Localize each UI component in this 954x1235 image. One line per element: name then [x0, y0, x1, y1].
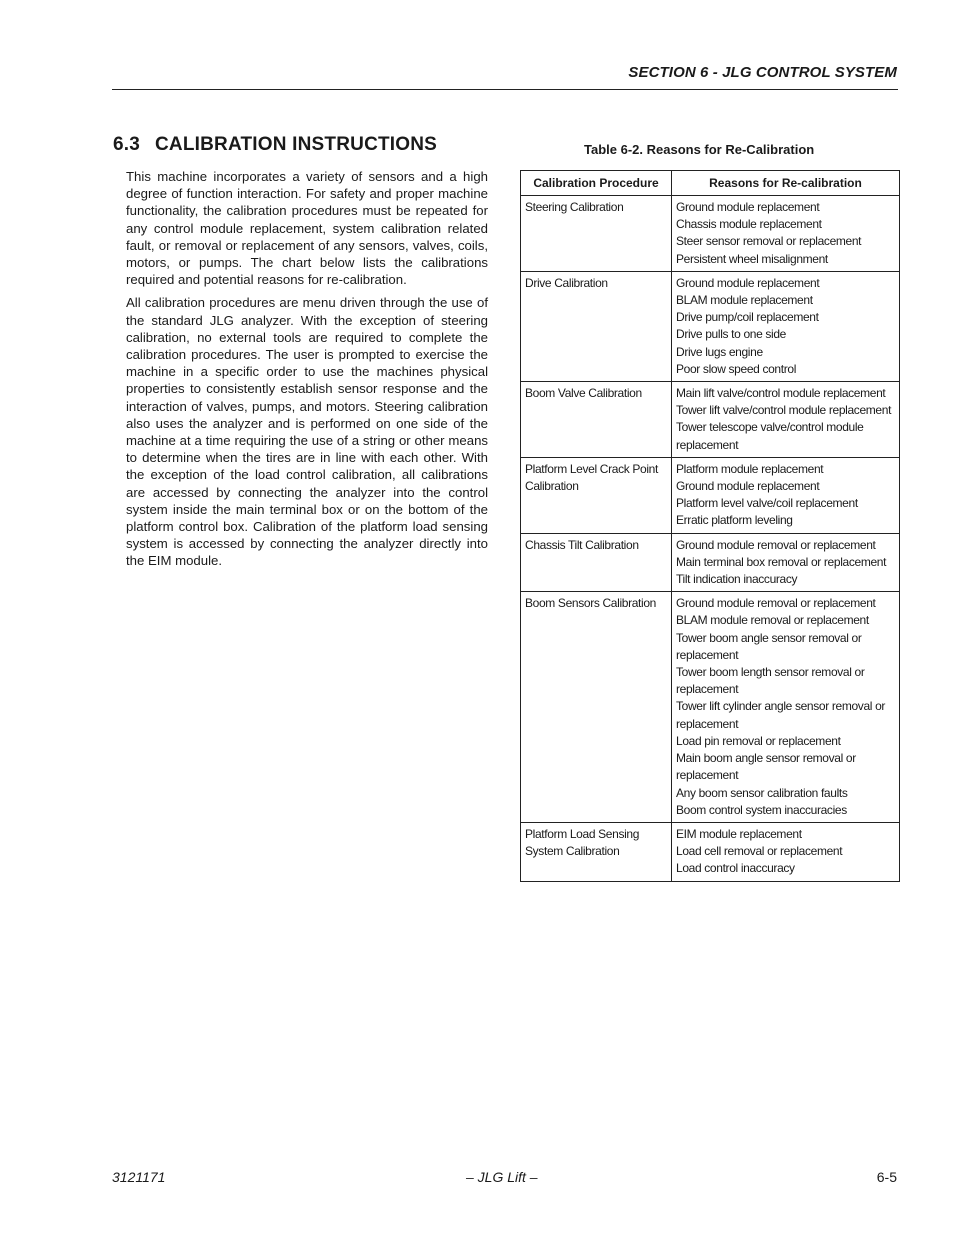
- reason-item: Platform level valve/coil replacement: [676, 496, 858, 511]
- reasons-cell: [672, 457, 900, 533]
- table-row: [521, 271, 900, 381]
- paragraph: This machine incorporates a variety of sensors and a high degree of function interaction. For safety and proper machine functionality, the calibration procedures must be repeated for any control module replacement, system calibration related fault, or removal or replacement of any sensors, valves, coils, motors, or pumps. The chart below lists the calibrations required and potential reasons for re-calibration.: [126, 169, 488, 288]
- reason-item: Persistent wheel misalignment: [676, 251, 828, 266]
- reason-item: Load cell removal or replacement: [676, 844, 843, 859]
- table-row: [521, 457, 900, 533]
- reason-item: Main lift valve/control module replacement: [676, 386, 886, 401]
- calibration-procedure-cell: Drive Calibration: [521, 271, 672, 381]
- reason-item: Boom control system inaccuracies: [676, 802, 847, 817]
- section-number: 6.3: [113, 134, 141, 155]
- reason-item: Tower telescope valve/control module replacement: [676, 420, 864, 452]
- reason-item: Chassis module replacement: [676, 217, 822, 232]
- reason-item: Any boom sensor calibration faults: [676, 785, 848, 800]
- table-caption: Table 6-2. Reasons for Re-Calibration: [584, 142, 815, 157]
- footer-page-number: 6-5: [876, 1169, 897, 1185]
- section-heading: [113, 134, 437, 156]
- reason-item: Drive pump/coil replacement: [676, 310, 819, 325]
- table-row: [521, 822, 900, 881]
- calibration-procedure-cell: Platform Level Crack Point Calibration: [521, 457, 672, 533]
- reasons-cell: [672, 271, 900, 381]
- calibration-procedure-cell: Boom Sensors Calibration: [521, 592, 672, 823]
- reason-item: Poor slow speed control: [676, 361, 797, 376]
- calibration-procedure-cell: Steering Calibration: [521, 196, 672, 272]
- reasons-cell: [672, 822, 900, 881]
- table-row: [521, 196, 900, 272]
- calibration-procedure-cell: Boom Valve Calibration: [521, 382, 672, 458]
- recalibration-table: [520, 170, 900, 882]
- reason-item: Tilt indication inaccuracy: [676, 572, 798, 587]
- reason-item: EIM module replacement: [676, 826, 802, 841]
- reason-item: Ground module replacement: [676, 275, 820, 290]
- reason-item: Drive lugs engine: [676, 344, 763, 359]
- header-rule: [112, 89, 898, 90]
- column-header: Reasons for Re-calibration: [672, 171, 900, 196]
- reason-item: Ground module replacement: [676, 200, 820, 214]
- table-body: [521, 196, 900, 882]
- table-header-row: [521, 171, 900, 196]
- reason-item: Steer sensor removal or replacement: [676, 234, 862, 249]
- reason-item: Tower boom angle sensor removal or replacement: [676, 630, 862, 662]
- section-title: CALIBRATION INSTRUCTIONS: [155, 134, 438, 155]
- reasons-cell: [672, 196, 900, 272]
- footer-center-text: – JLG Lift –: [466, 1169, 538, 1185]
- body-text: [126, 168, 488, 576]
- reason-item: BLAM module replacement: [676, 293, 813, 308]
- reason-item: Erratic platform leveling: [676, 513, 793, 528]
- reason-item: Load pin removal or replacement: [676, 733, 841, 748]
- paragraph: All calibration procedures are menu driven through the use of the standard JLG analyzer. With the exception of steering calibration, no external tools are required to complete the calibration procedures. The user is prompted to exercise the machine in a specific order to use the machines physical properties to consistently establish sensor response and the interaction of valves, pumps, and motors. Steering calibration also uses the analyzer and is performed on one side of the machine at a time requiring the use of a string or other means to determine when the tires are in line with each other. With the exception of the load control calibration, all calibrations are accessed by connecting the analyzer into the control system inside the main terminal box or on the bottom of the platform control box. Calibration of the platform load sensing system is accessed by connecting the analyzer directly into the EIM module.: [126, 295, 488, 569]
- reason-item: Load control inaccuracy: [676, 861, 795, 876]
- reasons-cell: [672, 533, 900, 592]
- reason-item: Ground module replacement: [676, 479, 820, 494]
- reasons-cell: [672, 592, 900, 823]
- reason-item: Tower lift valve/control module replacement: [676, 403, 892, 418]
- calibration-procedure-cell: Chassis Tilt Calibration: [521, 533, 672, 592]
- table-row: [521, 592, 900, 823]
- reason-item: Main boom angle sensor removal or replacement: [676, 751, 856, 783]
- column-header: Calibration Procedure: [521, 171, 672, 196]
- reason-item: Tower boom length sensor removal or replacement: [676, 665, 865, 697]
- reasons-cell: [672, 382, 900, 458]
- calibration-procedure-cell: Platform Load Sensing System Calibration: [521, 822, 672, 881]
- reason-item: Tower lift cylinder angle sensor removal or replacement: [676, 699, 886, 731]
- reason-item: BLAM module removal or replacement: [676, 613, 869, 628]
- reason-item: Ground module removal or replacement: [676, 596, 876, 611]
- reason-item: Platform module replacement: [676, 461, 824, 476]
- section-header-title: SECTION 6 - JLG CONTROL SYSTEM: [628, 64, 897, 81]
- reason-item: Ground module removal or replacement: [676, 537, 876, 552]
- table-row: [521, 533, 900, 592]
- table-row: [521, 382, 900, 458]
- footer-doc-number: 3121171: [112, 1169, 166, 1185]
- reason-item: Drive pulls to one side: [676, 327, 787, 342]
- reason-item: Main terminal box removal or replacement: [676, 554, 887, 569]
